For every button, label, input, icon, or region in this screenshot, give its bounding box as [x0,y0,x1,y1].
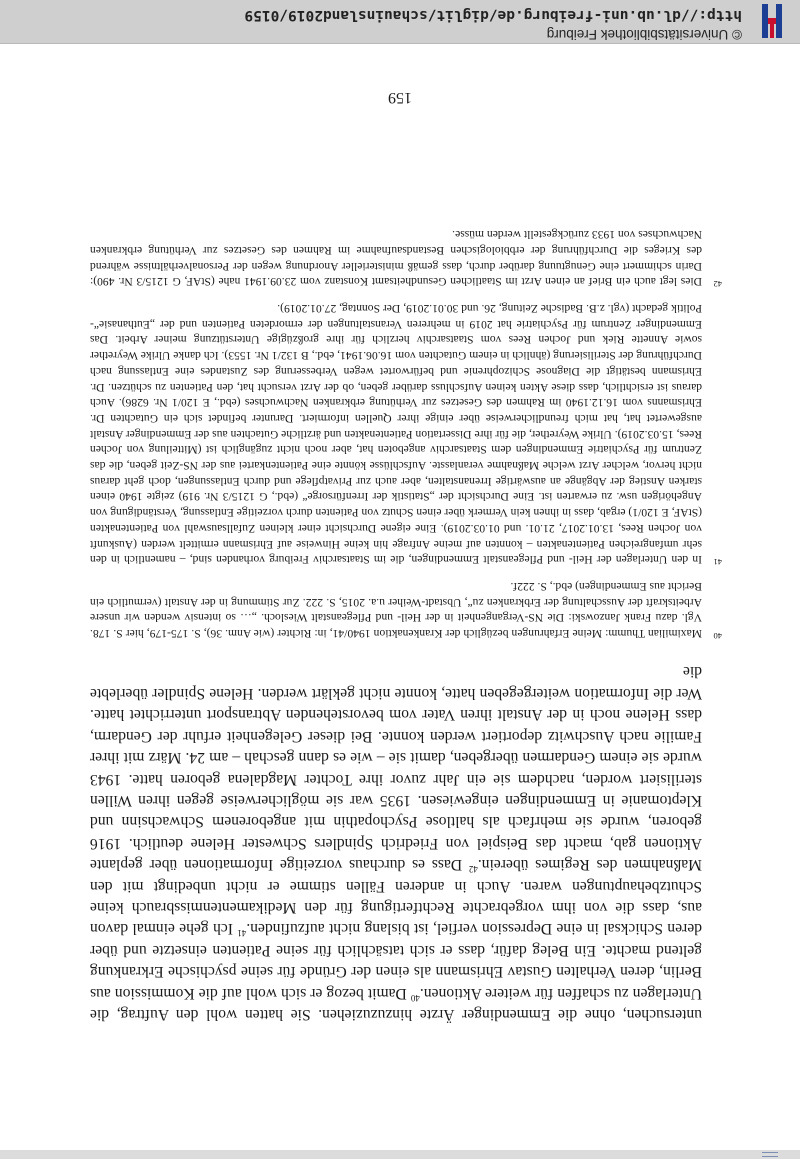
footnote-ref[interactable]: 41 [237,928,247,939]
footnote-ref[interactable]: 40 [410,992,420,1003]
footnote-ref[interactable]: 42 [468,864,478,875]
body-sentence: Dass es durchaus vorzeitige Informationen über geplante Aktionen gab, macht das Beispiel von Friedrich Spindlers Schwester Helene deutlich. 1916 geboren, wurde sie mehrfach als haltlose Psychopathin mit angeborenem Schwachsinn und Kleptomanie in Emmendingen eingewiesen. 1935 war sie möglicherweise gegen ihren Willen sterilisiert worden, nachdem sie ein Jahr zuvor ihre Tochter Magdalena geboren hatte. 1943 wurde sie einem Gendarmen übergeben, damit sie – wie es dann geschah – am 24. März mit ihrer Familie nach Auschwitz deportiert werden konnte. Bei dieser Gelegenheit erfuhr der Gendarm, dass Helene noch in der Anstalt ihren Vater vom bevorstehenden Abtransport unterrichtet hatte. Wer die Information weitergegeben hatte, konnte nicht geklärt werden. Helene Spindler überlebte die [89,663,702,874]
footnote-number: 40 [713,631,722,642]
body-sentence: Ich gehe einmal davon aus, dass die von ihm vorgebrachte Rechtfertigung für den Medikamentenmissbrauch keine Schutzbehauptungen waren. Auch in anderen Fällen stimme er nicht unbedingt mit den Maßnahmen des Regimes überein. [90,856,702,938]
body-paragraph [90,661,702,1025]
footnote-number: 41 [713,557,722,568]
footnote-text: In den Unterlagen der Heil- und Pflegeanstalt Emmendingen, die im Staatsarchiv Freiburg vorhanden sind, – namentlich in den sehr umfangreichen Patientenakten – konnten auf meine Anfrage hin keine Hinweise auf Ehrismann ermittelt werden (Auskunft von Jochen Rees, 13.01.2017, 21.01. und 01.03.2019). Eine eigene Durchsicht einer kleinen Zufallsauswahl von Patientenakten (StAF, E 120/1) ergab, dass in ihnen kein Vermerk über einen Schutz von Patienten durch vorzeitige Entlassung, Verständigung von Angehörigen usw. zu erwarten ist. Eine Durchsicht der „Statistik der Irrenfürsorge“ (ebd., G 1215/3 Nr. 919) zeigte 1940 einen starken Anstieg der Abgänge an auswärtige Irrenanstalten, aber auch zur Privatpflege und durch Entlassungen, doch geht daraus nicht hervor, welcher Arzt welche Maßnahme veranlasste. Aufschlüsse könnte eine Patientenkartei aus der NS-Zeit geben, die das Zentrum für Psychiatrie Emmendingen dem Staatsarchiv angeboten hat, aber noch nicht zugänglich ist (Mitteilung von Jochen Rees, 15.03.2019). Ulrike Weyrether, die für ihre Dissertation Patientenakten und ärztliche Gutachten aus der Emmendinger Anstalt ausgewertet hat, hat mich freundlicherweise über einige ihrer Quellen informiert. Darunter befindet sich ein Gutachten Dr. Ehrismanns vom 16.12.1940 im Rahmen des Gesetzes zur Verhütung erbkranken Nachwuchses (ebd., E 120/1 Nr. 6286). Auch daraus ist ersichtlich, dass diese Akten keinen Aufschluss darüber geben, ob der Arzt versucht hat, den Patienten zu schützen. Dr. Ehrismann bestätigt die Diagnose Schizophrenie und befürwortet wegen Verbesserung des Zustandes eine Entlassung nach Durchführung der Sterilisierung (ähnlich in einem Gutachten vom 16.06.1941, ebd., B 132/1 Nr. 1553). Ich danke Ulrike Weyrether sowie Annette Riek und Jochen Rees vom Staatsarchiv herzlich für ihre großzügige Unterstützung meiner Arbeit. Das Emmendinger Zentrum für Psychiatrie hat 2019 in mehreren Veranstaltungen der ermordeten Patienten und der „Euthanasie“-Politik gedacht (vgl. z.B. Badische Zeitung, 26. und 30.01.2019, Der Sonntag, 27.01.2019). [90,302,702,567]
repository-name: © Universitätsbibliothek Freiburg [546,27,742,42]
repository-url[interactable]: http://dl.ub.uni-freiburg.de/diglit/schauinsland2019/0159 [244,7,742,23]
footnotes-section [90,227,722,642]
footnote-text: Maximilian Thumm: Meine Erfahrungen bezüglich der Krankenaktion 1940/41, in: Richter (wie Anm. 36), S. 175-179, hier S. 178. Vgl. dazu Frank Janzowski: Die NS-Vergangenheit in der Heil- und Pflegeanstalt Wiesloch. „… so intensiv wenden wir unsere Arbeitskraft der Ausschaltung der Erbkranken zu“, Ubstadt-Weiher u.a. 2015, S. 222. Zur Stimmung in der Anstalt (vermutlich ein Bericht aus Emmendingen) ebd., S. 222f. [90,579,702,641]
footnote [90,300,722,568]
main-text-block [89,216,722,1025]
repository-header-bar [0,0,800,44]
ub-freiburg-logo-icon [752,1,792,41]
footnote [90,578,722,642]
scroll-indicator-icon [762,1152,778,1157]
footnote [90,227,722,290]
footnote-number: 42 [713,279,722,290]
viewer-bottom-strip [0,1150,800,1159]
body-sentence: Ein Beleg dafür, dass er sich tatsächlich für seine Patienten einsetzte und über deren Schicksal in eine Depression verfiel, ist bislang nicht aufzufinden. [90,920,702,959]
page-number: 159 [388,89,412,106]
body-sentence: untersuchen, ohne die Emmendinger Ärzte hinzuzuziehen. Sie hatten wohl den Auftrag, die Unterlagen zu schaffen für weitere Aktionen. [90,984,702,1023]
footnote-text: Dies legt auch ein Brief an einen Arzt im Staatlichen Gesundheitsamt Konstanz vom 23.09.1941 nahe (StAF, G 1215/3 Nr. 490): Darin schimmert eine Genugtuung darüber durch, dass gemäß ministerieller Anordnung wegen der Personalverhältnisse während des Krieges die Durchführung der erbbiologischen Bestandsaufnahme im Rahmen des Gesetzes zur Verhütung erbkranken Nachwuchses von 1933 zurückgestellt werden müsse. [90,228,702,289]
body-sentence: Damit bezog er sich wohl auf die Kommission aus Berlin, deren Verhalten Gustav Ehrismann als einen der Gründe für seine psychische Erkrankung geltend machte. [90,941,702,1002]
